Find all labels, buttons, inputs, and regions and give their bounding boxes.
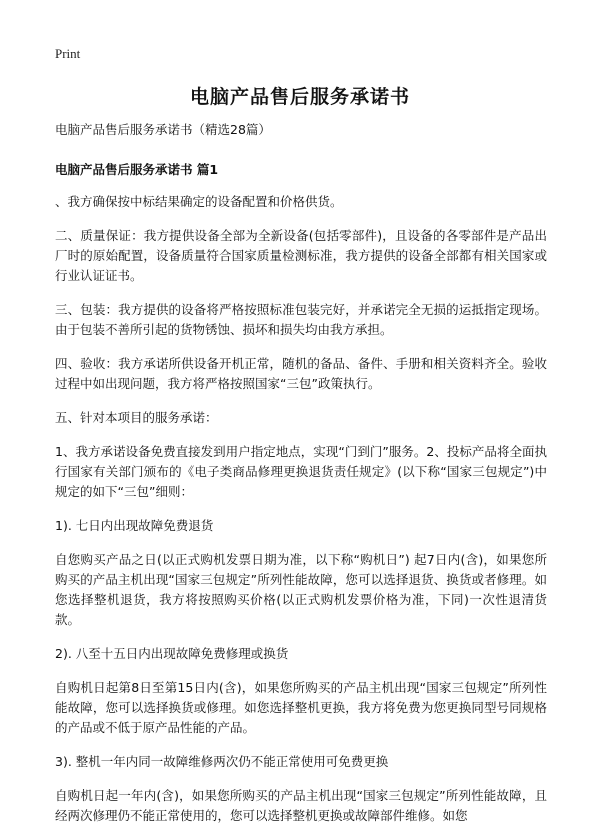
paragraph-7-days: 自您购买产品之日(以正式购机发票日期为准，以下称“购机日”) 起7日内(含)，如果您所购买的产品主机出现“国家三包规定”所列性能故障，您可以选择退货、换货或者修理。如您选择整机退货，我方将按照购买价格(以正式购机发票价格为准，下同)一次性退清货款。 — [55, 552, 547, 627]
paragraph-acceptance: 四、验收：我方承诺所供设备开机正常，随机的备品、备件、手册和相关资料齐全。验收过程中如出现问题，我方将严格按照国家“三包”政策执行。 — [55, 356, 547, 391]
paragraph-service-commitment: 1、我方承诺设备免费直接发到用户指定地点，实现“门到门”服务。2、投标产品将全面执行国家有关部门颁布的《电子类商品修理更换退货责任规定》(以下称“国家三包规定”)中规定的如下“三包”细则： — [55, 444, 547, 499]
paragraph-15-days: 自购机日起第8日至第15日内(含)，如果您所购买的产品主机出现“国家三包规定”所列性能故障，您可以选择换货或修理。如您选择整机更换，我方将免费为您更换同型号同规格的产品或不低于原产品性能的产品。 — [55, 680, 547, 735]
item-heading-one-year: 3). 整机一年内同一故障维修两次仍不能正常使用可免费更换 — [55, 754, 389, 769]
document-subtitle: 电脑产品售后服务承诺书（精选28篇） — [55, 122, 271, 137]
document-body — [55, 120, 547, 828]
paragraph-one-year: 自购机日起一年内(含)，如果您所购买的产品主机出现“国家三包规定”所列性能故障，且经两次修理仍不能正常使用的，您可以选择整机更换或故障部件维修。如您 — [55, 788, 547, 823]
paragraph-supply: 、我方确保按中标结果确定的设备配置和价格供货。 — [55, 194, 343, 209]
paragraph-service-heading: 五、针对本项目的服务承诺： — [55, 410, 218, 425]
paragraph-packaging: 三、包装：我方提供的设备将严格按照标准包装完好，并承诺完全无损的运抵指定现场。由于包装不善所引起的货物锈蚀、损坏和损失均由我方承担。 — [55, 302, 547, 337]
paragraph-quality: 二、质量保证：我方提供设备全部为全新设备(包括零部件)，且设备的各零部件是产品出厂时的原始配置，设备质量符合国家质量检测标准，我方提供的设备全部都有相关国家或行业认证证书。 — [55, 228, 547, 283]
print-link[interactable]: Print — [55, 46, 81, 61]
section-heading: 电脑产品售后服务承诺书 篇1 — [55, 162, 219, 177]
item-heading-7-days: 1). 七日内出现故障免费退货 — [55, 518, 214, 533]
item-heading-15-days: 2). 八至十五日内出现故障免费修理或换货 — [55, 646, 289, 661]
page-title: 电脑产品售后服务承诺书 — [189, 86, 410, 108]
